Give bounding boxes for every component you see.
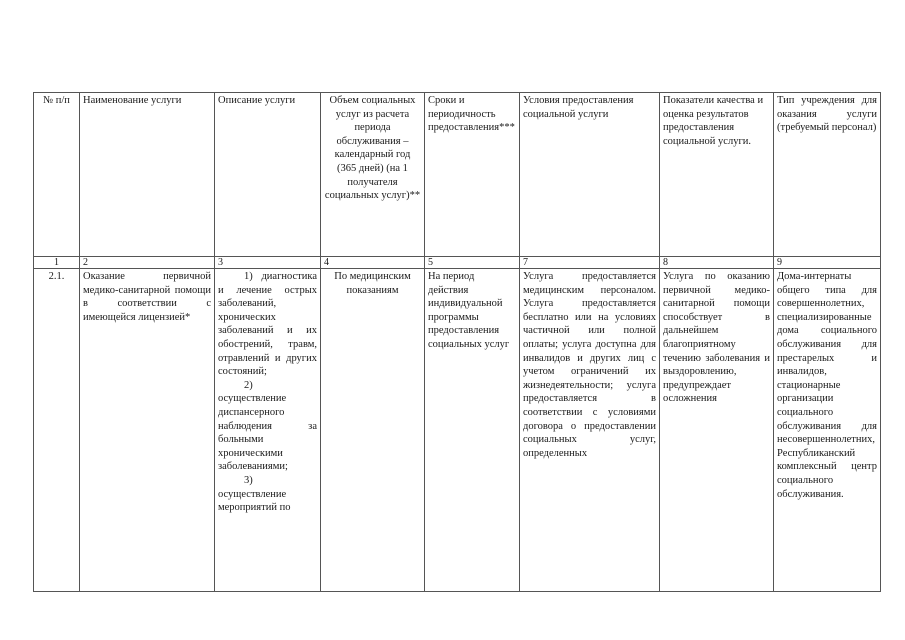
header-row: [34, 93, 881, 257]
column-numbers-row: [34, 257, 881, 269]
column-number: 8: [660, 257, 774, 269]
header-quality: Показатели качества и оценка результатов предоставления социальной услуги.: [660, 93, 774, 257]
description-item: 1) диагностика и лечение острых заболеваний, хронических заболеваний и их обострений, травм, отравлений и других состояний;: [218, 271, 317, 378]
row-institution: Дома-интернаты общего типа для совершеннолетних, специализированные дома социального обслуживания для престарелых и инвалидов, стационарные организации социального обслуживания для несовершеннолетних, Республиканский комплексный центр социального обслуживания.: [774, 269, 881, 592]
row-description: [215, 269, 321, 592]
row-volume: По медицинским показаниям: [321, 269, 425, 592]
column-number: 2: [80, 257, 215, 269]
row-conditions: Услуга предоставляется медицинским персоналом. Услуга предоставляется бесплатно или на условиях частичной или полной оплаты; услуга доступна для инвалидов и других лиц с учетом ограничений их жизнедеятельности; услуга предоставляется в соответствии с условиями договора о предоставлении социальных услуг, определенных: [520, 269, 660, 592]
header-num: № п/п: [34, 93, 80, 257]
column-number: 1: [34, 257, 80, 269]
row-num: 2.1.: [34, 269, 80, 592]
services-table: [33, 92, 881, 592]
row-service-name: Оказание первичной медико-санитарной помощи в соответствии с имеющейся лицензией*: [80, 269, 215, 592]
table-row: [34, 269, 881, 592]
header-description: Описание услуги: [215, 93, 321, 257]
header-name: Наименование услуги: [80, 93, 215, 257]
column-number: 5: [425, 257, 520, 269]
header-terms: Сроки и периодичность предоставления***: [425, 93, 520, 257]
description-item: 2) осуществление диспансерного наблюдения за больными хроническими заболеваниями;: [218, 379, 317, 473]
header-institution: Тип учреждения для оказания услуги (требуемый персонал): [774, 93, 881, 257]
row-terms: На период действия индивидуальной программы предоставления социальных услуг: [425, 269, 520, 592]
header-conditions: Условия предоставления социальной услуги: [520, 93, 660, 257]
column-number: 4: [321, 257, 425, 269]
header-volume: Объем социальных услуг из расчета периода обслуживания – календарный год (365 дней) (на 1 получателя социальных услуг)**: [321, 93, 425, 257]
column-number: 3: [215, 257, 321, 269]
row-quality: Услуга по оказанию первичной медико-санитарной помощи способствует в дальнейшем благоприятному течению заболевания и выздоровлению, предупреждает осложнения: [660, 269, 774, 592]
column-number: 7: [520, 257, 660, 269]
column-number: 9: [774, 257, 881, 269]
description-item: 3) осуществление мероприятий по: [218, 474, 291, 514]
